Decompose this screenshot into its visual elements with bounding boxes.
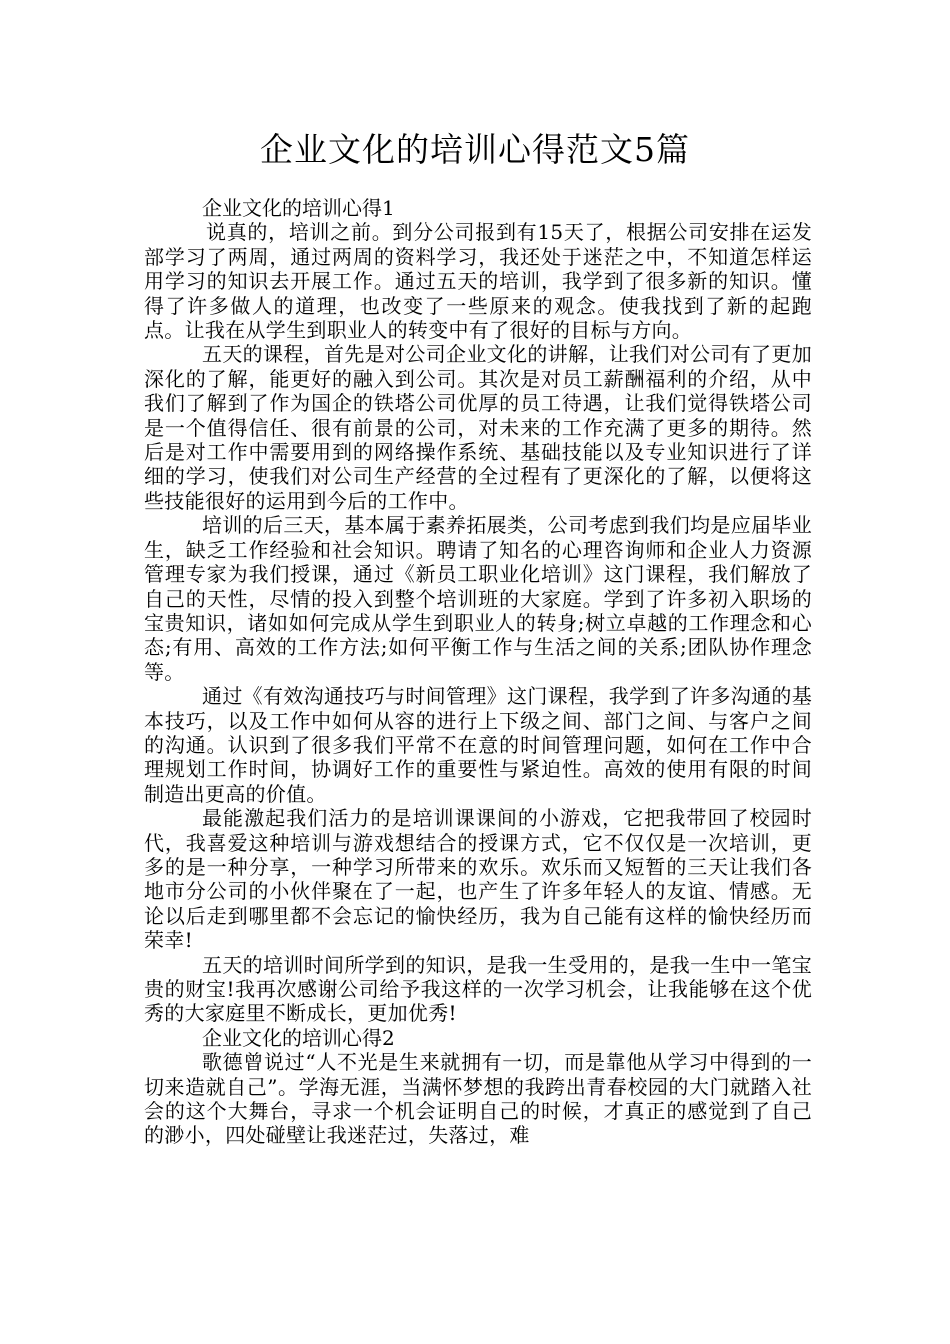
paragraph: 五天的课程，首先是对公司企业文化的讲解，让我们对公司有了更加深化的了解，能更好的融入到公司。其次是对员工薪酬福利的介绍，从中我们了解到了作为国企的铁塔公司优厚的员工待遇，让我们觉得铁塔公司是一个值得信任、很有前景的公司，对未来的工作充满了更多的期待。然后是对工作中需要用到的网络操作系统、基础技能以及专业知识进行了详细的学习，使我们对公司生产经营的全过程有了更深化的了解，以便将这些技能很好的运用到今后的工作中。 xyxy=(144,342,812,513)
document-title: 企业文化的培训心得范文5篇 xyxy=(260,130,690,169)
section-heading: 企业文化的培训心得2 xyxy=(202,1025,395,1050)
paragraph: 说真的，培训之前。到分公司报到有15天了，根据公司安排在运发部学习了两周，通过两周的资料学习，我还处于迷茫之中，不知道怎样运用学习的知识去开展工作。通过五天的培训，我学到了很多新的知识。懂得了许多做人的道理，也改变了一些原来的观念。使我找到了新的起跑点。让我在从学生到职业人的转变中有了很好的目标与方向。 xyxy=(144,220,812,343)
section-heading: 企业文化的培训心得1 xyxy=(202,196,395,220)
document-body xyxy=(144,196,812,1148)
paragraph: 通过《有效沟通技巧与时间管理》这门课程，我学到了许多沟通的基本技巧，以及工作中如何从容的进行上下级之间、部门之间、与客户之间的沟通。认识到了很多我们平常不在意的时间管理问题，如何在工作中合理规划工作时间，协调好工作的重要性与紧迫性。高效的使用有限的时间制造出更高的价值。 xyxy=(144,684,812,806)
paragraph: 歌德曾说过“人不光是生来就拥有一切，而是靠他从学习中得到的一切来造就自己”。学海无涯，当满怀梦想的我跨出青春校园的大门就踏入社会的这个大舞台，寻求一个机会证明自己的时候，才真正的感觉到了自己的渺小，四处碰壁让我迷茫过，失落过，难 xyxy=(144,1050,812,1148)
paragraph: 最能激起我们活力的是培训课课间的小游戏，它把我带回了校园时代，我喜爱这种培训与游戏想结合的授课方式，它不仅仅是一次培训，更多的是一种分享，一种学习所带来的欢乐。欢乐而又短暂的三天让我们各地市分公司的小伙伴聚在了一起，也产生了许多年轻人的友谊、情感。无论以后走到哪里都不会忘记的愉快经历，我为自己能有这样的愉快经历而荣幸! xyxy=(144,806,812,953)
paragraph: 五天的培训时间所学到的知识，是我一生受用的，是我一生中一笔宝贵的财宝!我再次感谢公司给予我这样的一次学习机会，让我能够在这个优秀的大家庭里不断成长，更加优秀! xyxy=(144,952,812,1026)
paragraph: 培训的后三天，基本属于素养拓展类，公司考虑到我们均是应届毕业生，缺乏工作经验和社会知识。聘请了知名的心理咨询师和企业人力资源管理专家为我们授课，通过《新员工职业化培训》这门课程，我们解放了自己的天性，尽情的投入到整个培训班的大家庭。学到了许多初入职场的宝贵知识，诸如如何完成从学生到职业人的转身;树立卓越的工作理念和心态;有用、高效的工作方法;如何平衡工作与生活之间的关系;团队协作理念等。 xyxy=(144,513,812,684)
